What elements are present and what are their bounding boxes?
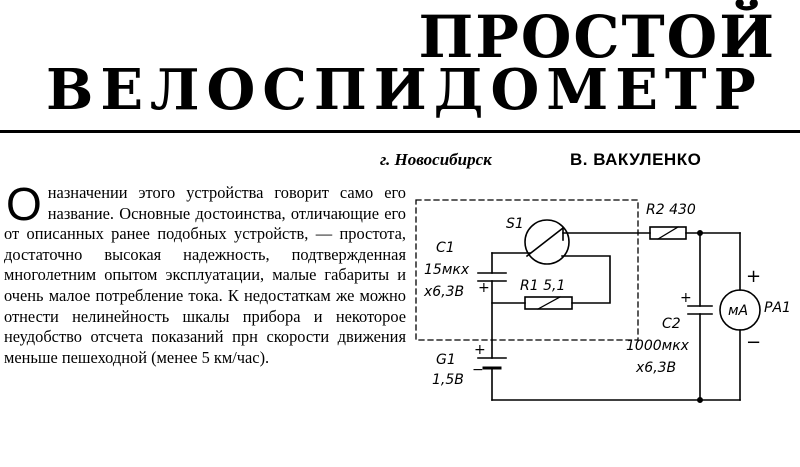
label-c1-name: С1 [436, 240, 455, 256]
label-s1: S1 [506, 216, 524, 232]
byline-city: г. Новосибирск [380, 150, 492, 169]
wire-s1-r1 [562, 256, 610, 303]
circuit-schematic [410, 178, 795, 463]
label-c2-value-2: х6,3В [636, 360, 677, 376]
byline-author: В. ВАКУЛЕНКО [570, 150, 702, 169]
s1-contact [527, 228, 563, 256]
label-c1-value-1: 15мкх [424, 262, 470, 278]
r2-hatch [658, 227, 678, 239]
title-line-2: ВЕЛОСПИДОМЕТР [46, 57, 763, 123]
r1-hatch [538, 297, 560, 309]
label-meter-name: РА1 [764, 300, 791, 316]
label-c2-value-1: 1000мкх [626, 338, 689, 354]
article-body [4, 178, 406, 368]
label-g1-value: 1,5В [432, 372, 464, 388]
label-g1-plus: + [474, 342, 486, 358]
s1-switch-circle [525, 220, 569, 264]
drop-cap: О [6, 178, 42, 230]
label-r1: R1 5,1 [520, 278, 566, 294]
article-text: назначении этого устройства говорит само его название. Основные достоинства, отличающие его от описанных ранее подобных устройств, — простота, достаточно высокая надежность, подтвержденная многолетним опытом эксплуатации, малые габариты и очень малое потребление тока. К недостаткам же можно отнести нелинейность шкалы прибора и некоторое неудобство отсчета показаний прн скорости движения меньше пешеходной (менее 5 км/час). [4, 183, 406, 367]
label-g1-name: G1 [436, 352, 456, 368]
label-r2: R2 430 [646, 202, 696, 218]
label-meter-plus: + [746, 266, 762, 287]
label-c2-name: С2 [662, 316, 681, 332]
label-c1-plus: + [478, 280, 490, 296]
label-meter-minus: − [746, 332, 762, 353]
label-c2-plus: + [680, 290, 692, 306]
label-c1-value-2: х6,3В [424, 284, 465, 300]
title-rule [0, 130, 800, 133]
label-g1-minus: − [472, 362, 484, 378]
label-meter-symbol: мА [728, 303, 749, 319]
title-line-1: ПРОСТОЙ [418, 3, 776, 71]
